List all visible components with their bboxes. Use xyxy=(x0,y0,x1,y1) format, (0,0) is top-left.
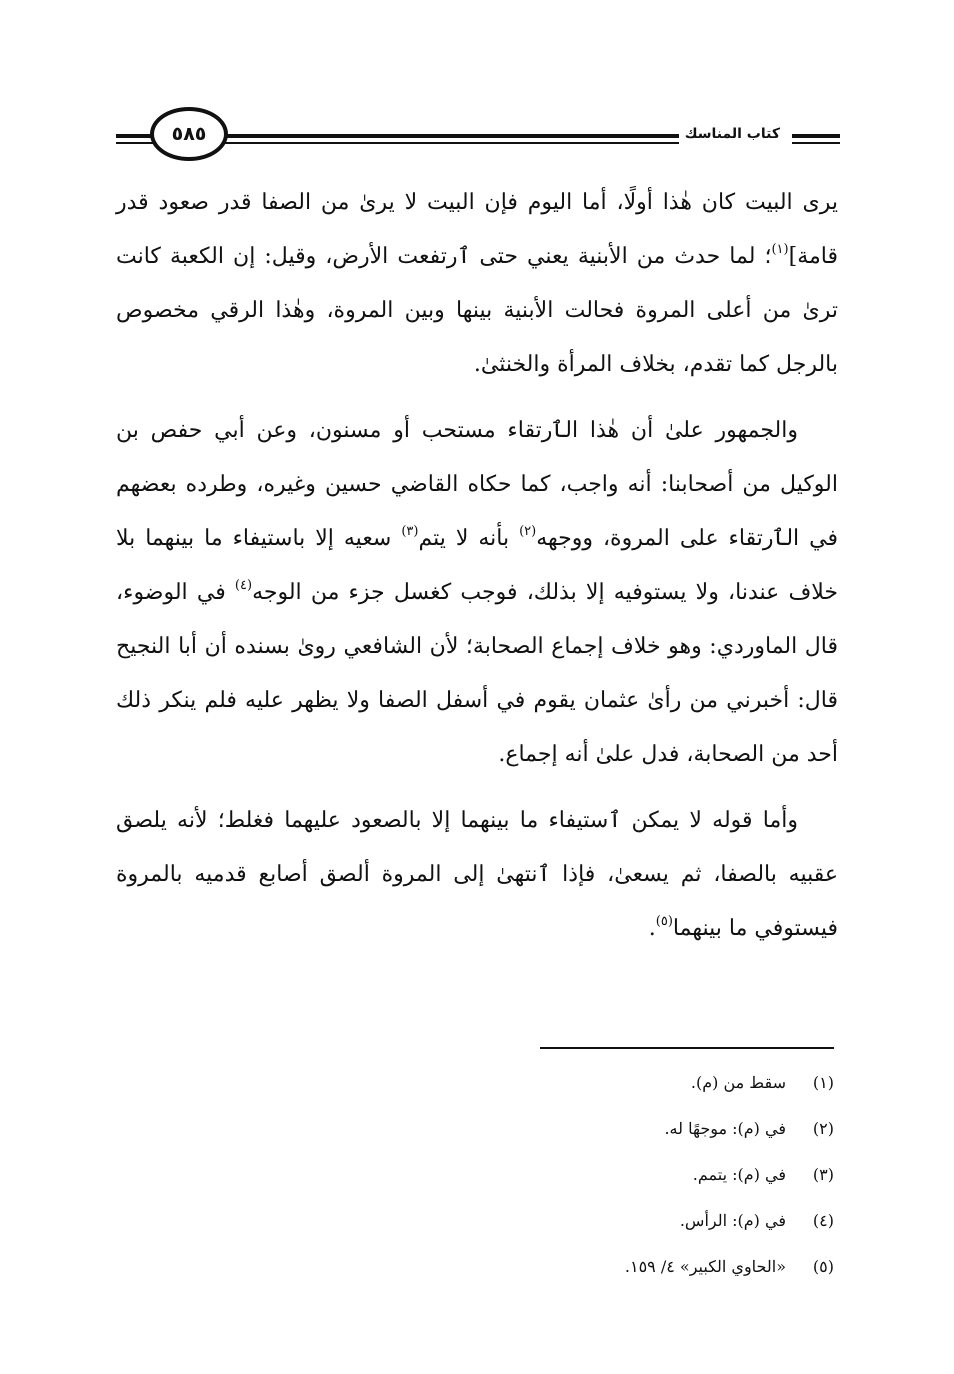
page-number: ٥٨٥ xyxy=(171,123,207,145)
footnote-separator xyxy=(540,1047,834,1049)
header-rule-right-thin xyxy=(792,142,840,144)
footnote-number: (٥) xyxy=(812,1257,834,1276)
footnote-4 xyxy=(300,1198,834,1244)
header-rule-left-thin xyxy=(116,142,156,144)
paragraph-1 xyxy=(116,176,838,392)
footnotes xyxy=(300,1060,834,1290)
footnote-marker-3: (٣) xyxy=(401,524,419,539)
main-text xyxy=(116,176,838,968)
footnote-3 xyxy=(300,1152,834,1198)
footnote-number: (٢) xyxy=(812,1119,834,1138)
footnote-text: سقط من (م). xyxy=(690,1073,786,1092)
footnote-text: في (م): يتمم. xyxy=(692,1165,786,1184)
footnote-text: في (م): الرأس. xyxy=(679,1211,786,1230)
footnote-5 xyxy=(300,1244,834,1290)
header-rule-middle xyxy=(224,134,680,138)
page-header xyxy=(116,104,840,168)
footnote-text: في (م): موجهًا له. xyxy=(664,1119,786,1138)
header-rule-right xyxy=(792,134,840,138)
header-rule-middle-thin xyxy=(224,142,680,144)
running-title: كتاب المناسك xyxy=(679,123,786,145)
paragraph-1-text-a: يرى البيت كان هٰذا أولًا، أما اليوم فإن البيت لا يرىٰ من الصفا قدر صعود قدر قامة] xyxy=(116,190,838,269)
paragraph-3 xyxy=(116,794,838,956)
footnote-number: (٣) xyxy=(812,1165,834,1184)
paragraph-3-text-b: . xyxy=(648,916,656,941)
paragraph-2-text-d: في الوضوء، قال الماوردي: وهو خلاف إجماع الصحابة؛ لأن الشافعي روىٰ بسنده أن أبا النجيح قال: أخبرني من رأىٰ عثمان يقوم في أسفل الصفا ولا يظهر عليه فلم ينكر ذلك أحد من الصحابة، فدل علىٰ أنه إجماع. xyxy=(116,580,838,767)
footnote-2 xyxy=(300,1106,834,1152)
footnote-number: (٤) xyxy=(812,1211,834,1230)
footnote-1 xyxy=(300,1060,834,1106)
footnote-marker-5: (٥) xyxy=(655,914,673,929)
paragraph-2-text-a: والجمهور علىٰ أن هٰذا الٱرتقاء مستحب أو مسنون، وعن أبي حفص بن الوكيل من أصحابنا: أنه واجب، كما حكاه القاضي حسين وغيره، وطرده بعضهم في الٱرتقاء على المروة، ووجهه xyxy=(116,418,838,551)
footnote-number: (١) xyxy=(812,1073,834,1092)
footnote-marker-4: (٤) xyxy=(234,578,253,593)
paragraph-2-text-c: سعيه إلا باستيفاء ما بينهما بلا خلاف عندنا، ولا يستوفيه إلا بذلك، فوجب كغسل جزء من الوجه xyxy=(116,526,838,605)
page-number-badge xyxy=(150,107,228,161)
footnote-marker-1: (١) xyxy=(771,242,789,257)
paragraph-1-text-b: ؛ لما حدث من الأبنية يعني حتى ٱرتفعت الأرض، وقيل: إن الكعبة كانت ترىٰ من أعلى المروة فحالت الأبنية بينها وبين المروة، وهٰذا الرقي مخصوص بالرجل كما تقدم، بخلاف المرأة والخنثىٰ. xyxy=(116,244,838,377)
paragraph-2-text-b: بأنه لا يتم xyxy=(418,526,520,551)
footnote-text: «الحاوي الكبير» ٤/ ١٥٩. xyxy=(624,1257,786,1276)
footnote-marker-2: (٢) xyxy=(519,524,537,539)
paragraph-3-text-a: وأما قوله لا يمكن ٱستيفاء ما بينهما إلا بالصعود عليهما فغلط؛ لأنه يلصق عقبيه بالصفا، ثم يسعىٰ، فإذا ٱنتهىٰ إلى المروة ألصق أصابع قدميه بالمروة فيستوفي ما بينهما xyxy=(116,808,838,941)
paragraph-2 xyxy=(116,404,838,782)
